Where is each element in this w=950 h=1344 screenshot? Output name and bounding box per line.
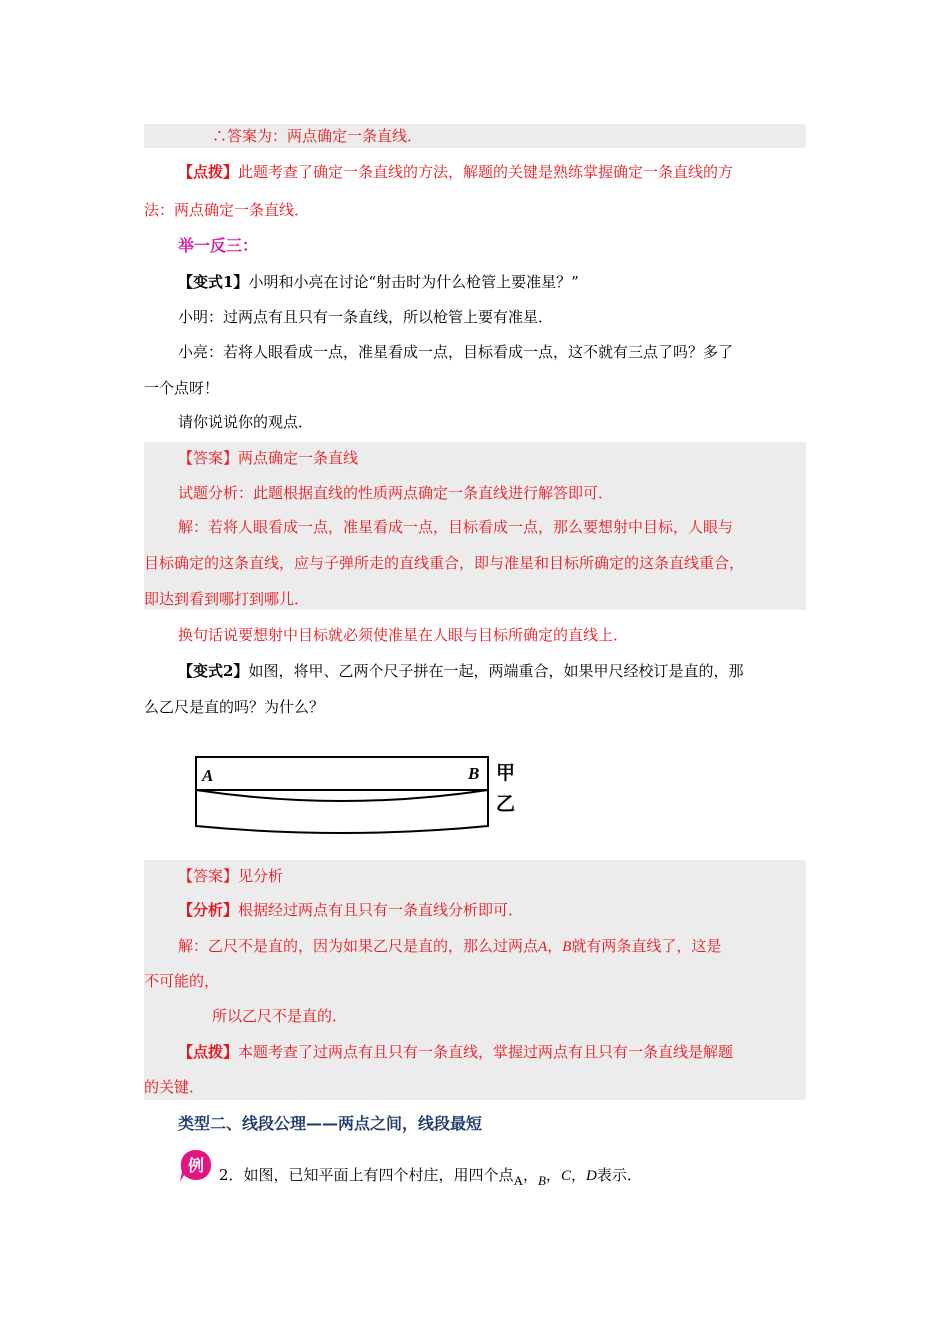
var2-tip-tag: 【点拨】 [178, 1043, 239, 1061]
tip1-text1: 此题考查了确定一条直线的方法，解题的关键是熟练掌握确定一条直线的方 [238, 163, 734, 181]
var1-liang-line1: 小亮：若将人眼看成一点，准星看成一点，目标看成一点，这不就有三点了吗？多了 [178, 343, 734, 361]
example2-text-post: 表示． [596, 1166, 642, 1184]
var2-analysis-tag: 【分析】 [178, 901, 239, 919]
var1-solution-line1: 解：若将人眼看成一点，准星看成一点，目标看成一点，那么要想射中目标，人眼与 [178, 518, 734, 536]
var1-liang-line2: 一个点呀！ [144, 379, 220, 397]
var1-analysis: 试题分析：此题根据直线的性质两点确定一条直线进行解答即可． [178, 484, 614, 502]
var2-sol-comma: ， [547, 937, 563, 955]
example2-point-b: B [537, 1173, 546, 1188]
label-b: B [468, 764, 480, 783]
example2-sep1: ， [522, 1166, 538, 1184]
var2-tag: 【变式2】 [178, 662, 249, 680]
ruler-figure [190, 752, 530, 836]
tip1-tag: 【点拨】 [178, 163, 239, 181]
var1-question-text: 小明和小亮在讨论“射击时为什么枪管上要准星？” [248, 273, 579, 291]
var1-conclusion: 换句话说要想射中目标就必须使准星在人眼与目标所确定的直线上． [178, 626, 629, 644]
tip1-line1 [144, 160, 840, 184]
var2-tip-text1: 本题考查了过两点有且只有一条直线，掌握过两点有且只有一条直线是解题 [238, 1043, 734, 1061]
var2-sol-pre: 解：乙尺不是直的，因为如果乙尺是直的，那么过两点 [178, 937, 539, 955]
var2-question-line1 [144, 659, 840, 683]
var2-tip-line1 [144, 1040, 840, 1064]
var1-ask: 请你说说你的观点． [178, 413, 314, 431]
var1-answer: 【答案】两点确定一条直线 [178, 449, 359, 467]
example2-sep2: ， [545, 1166, 561, 1184]
var2-question-text1: 如图，将甲、乙两个尺子拼在一起，两端重合，如果甲尺经校订是直的，那 [248, 662, 744, 680]
var1-tag: 【变式1】 [178, 273, 249, 291]
section-title: 举一反三： [178, 236, 259, 255]
var1-question [144, 270, 840, 294]
example2-sep3: ， [570, 1166, 586, 1184]
var2-analysis [144, 898, 840, 922]
example2-num: 2． [219, 1166, 244, 1184]
var1-solution-line3: 即达到看到哪打到哪儿． [144, 590, 310, 608]
ruler-jia [196, 757, 488, 790]
var2-tip-line2: 的关键． [144, 1078, 205, 1096]
answer-line: ∴答案为：两点确定一条直线． [212, 127, 423, 145]
var2-solution-line2: 不可能的， [144, 972, 220, 990]
example2-point-c: C [560, 1168, 571, 1184]
example2-point-a: A [513, 1173, 523, 1188]
example2-text-pre: 如图，已知平面上有四个村庄，用四个点 [243, 1166, 514, 1184]
var2-solution-line3: 所以乙尺不是直的． [212, 1007, 348, 1025]
var2-question-line2: 么乙尺是直的吗？为什么？ [144, 698, 325, 716]
var2-analysis-text: 根据经过两点有且只有一条直线分析即可． [238, 901, 524, 919]
badge-text: 例 [188, 1156, 205, 1175]
tip1-line2: 法：两点确定一条直线． [144, 201, 310, 219]
ruler-yi [196, 790, 488, 833]
example-badge-icon [179, 1148, 213, 1184]
example2-line [219, 1163, 819, 1187]
var2-solution-line1 [144, 934, 840, 958]
var1-solution-line2: 目标确定的这条直线，应与子弹所走的直线重合，即与准星和目标所确定的这条直线重合， [144, 554, 745, 572]
label-a: A [202, 766, 214, 785]
example2-point-d: D [585, 1168, 597, 1184]
var2-sol-a: A [538, 939, 548, 955]
var2-sol-post: 就有两条直线了，这是 [571, 937, 722, 955]
var2-answer: 【答案】见分析 [178, 867, 284, 885]
var1-ming: 小明：过两点有且只有一条直线，所以枪管上要有准星． [178, 308, 554, 326]
type2-title: 类型二、线段公理——两点之间，线段最短 [178, 1114, 483, 1133]
label-jia: 甲 [496, 762, 516, 784]
var2-sol-b: B [562, 939, 572, 955]
label-yi: 乙 [496, 793, 516, 815]
